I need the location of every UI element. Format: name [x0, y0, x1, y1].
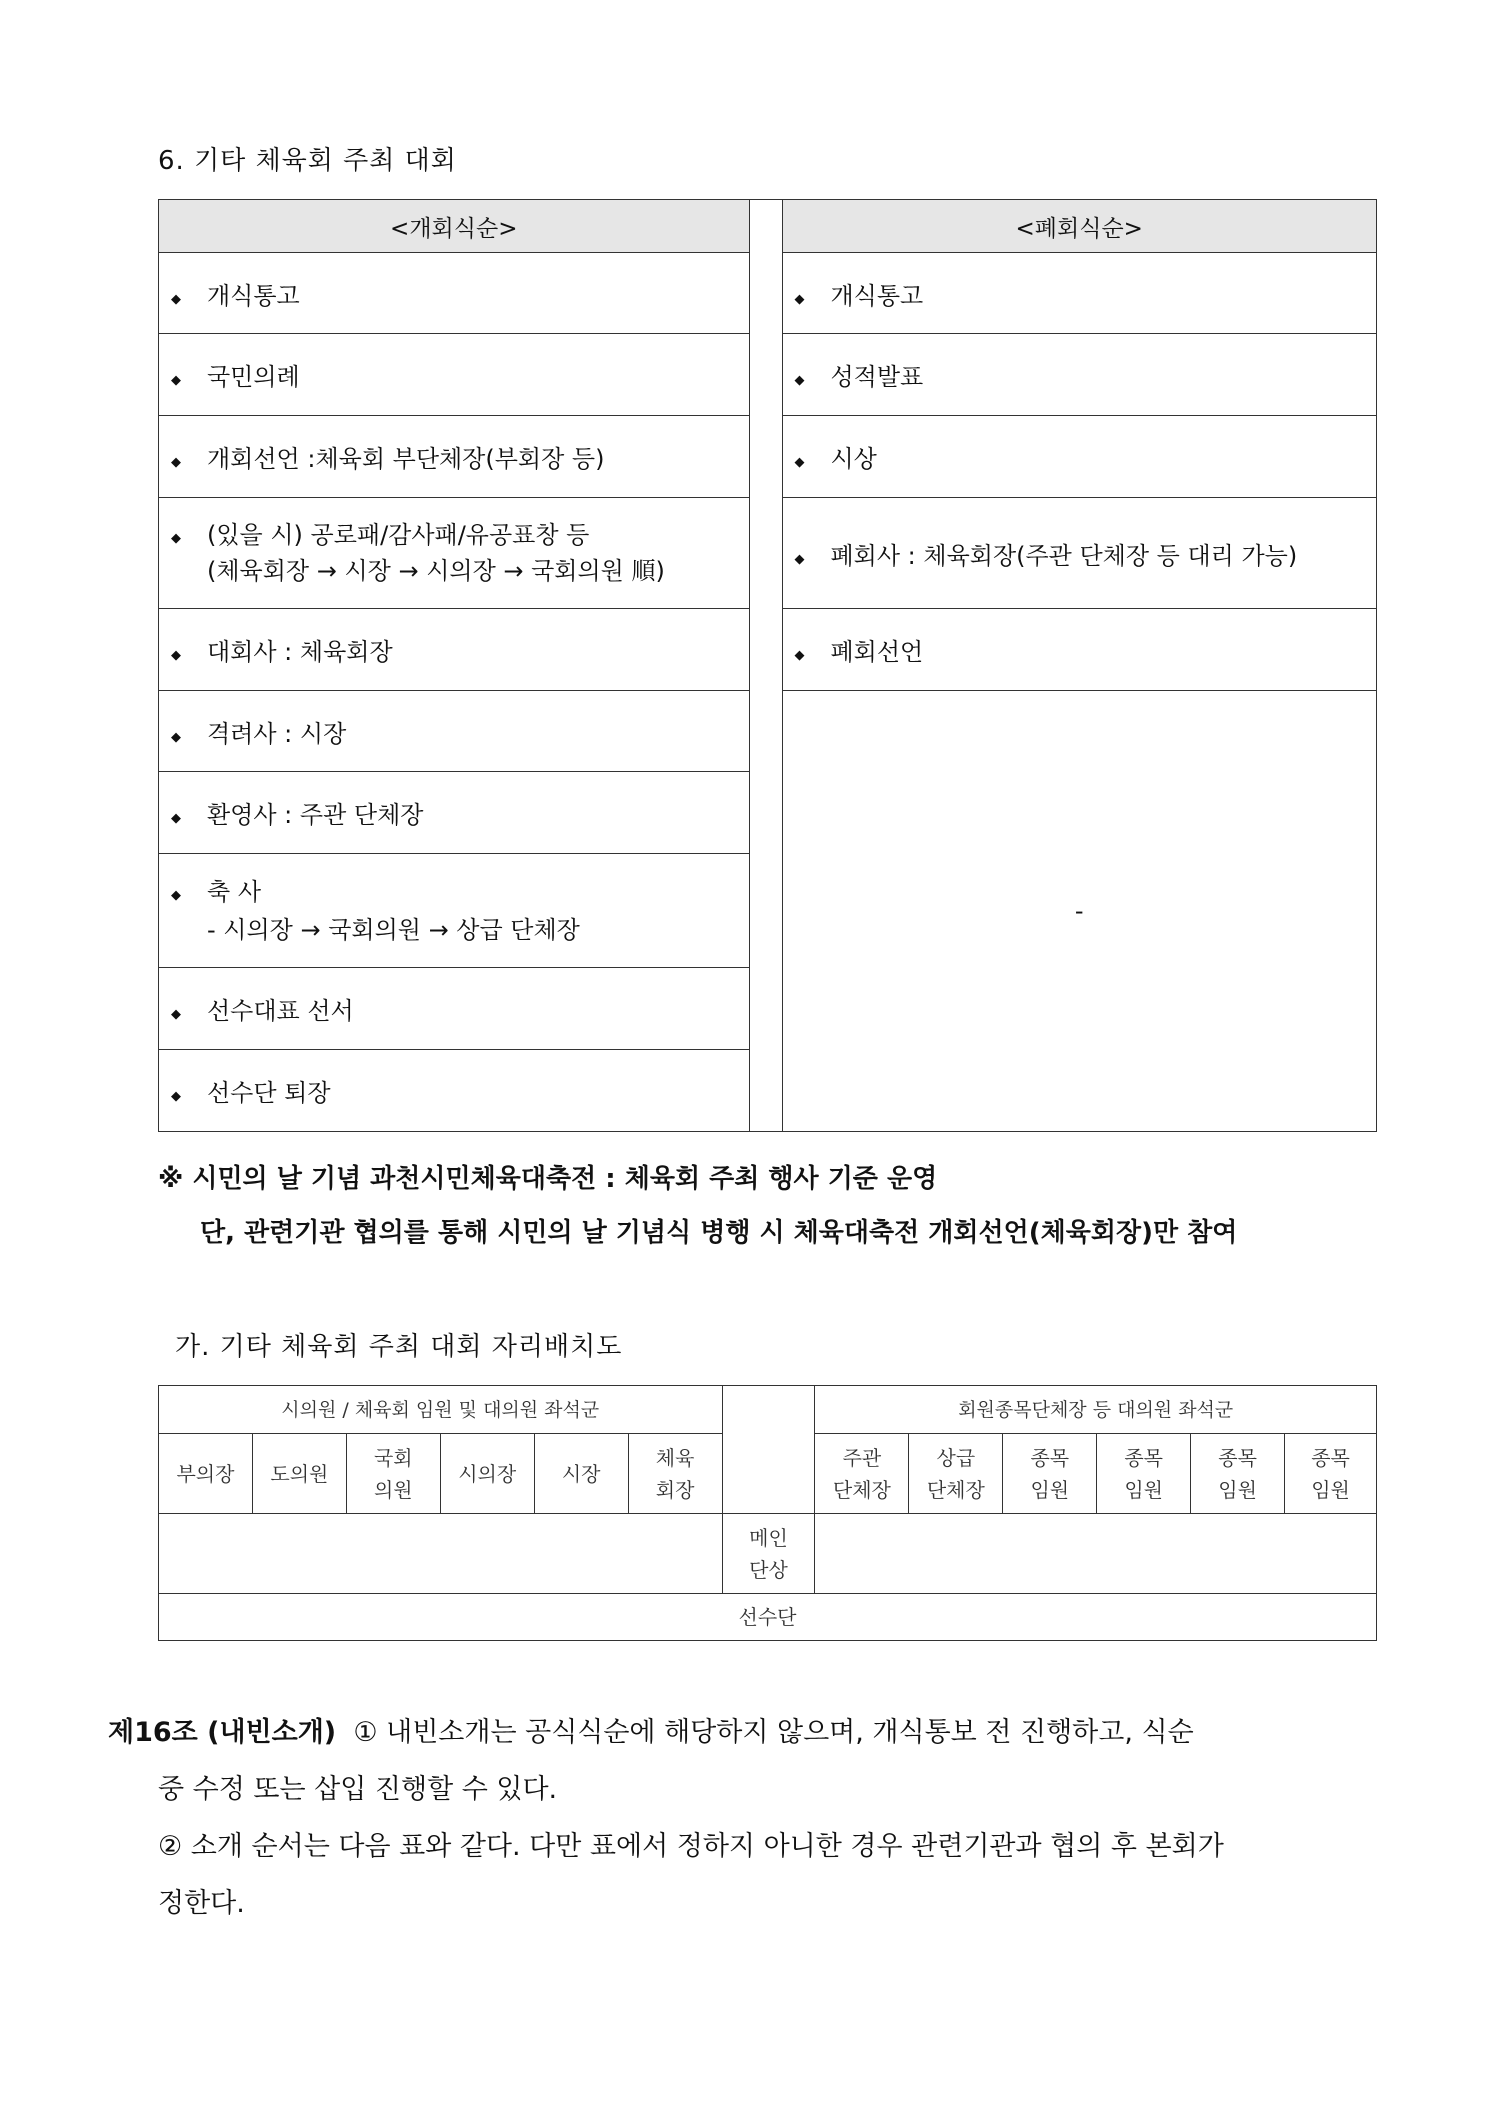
diamond-bullet-icon: ◆ — [171, 455, 181, 470]
seat-cell: 체육 회장 — [628, 1434, 722, 1514]
seat-cell: 국회 의원 — [346, 1434, 440, 1514]
diamond-bullet-icon: ◆ — [171, 373, 181, 388]
seat-cell: 시의장 — [440, 1434, 534, 1514]
section-heading: 6. 기타 체육회 주최 대회 — [158, 146, 457, 176]
diamond-bullet-icon: ◆ — [171, 887, 181, 903]
note-line-1: ※ 시민의 날 기념 과천시민체육대축전 : 체육회 주최 행사 기준 운영 — [158, 1164, 938, 1194]
seating-chart-table — [158, 1385, 1377, 1641]
opening-item: ◆ 개식통고 — [159, 253, 750, 334]
opening-order-header: <개회식순> — [159, 200, 750, 253]
left-empty-area — [159, 1514, 723, 1594]
opening-item: ◆ 선수대표 선서 — [159, 968, 750, 1050]
ceremony-order-table — [158, 199, 1377, 1132]
seat-cell: 종목 임원 — [1097, 1434, 1191, 1514]
seat-cell: 시장 — [534, 1434, 628, 1514]
closing-item: ◆ 성적발표 — [782, 334, 1377, 416]
diamond-bullet-icon: ◆ — [794, 373, 805, 388]
article-16-line-2: 중 수정 또는 삽입 진행할 수 있다. — [158, 1774, 558, 1805]
diamond-bullet-icon: ◆ — [171, 531, 181, 546]
opening-item: ◆ 축 사 - 시의장 → 국회의원 → 상급 단체장 — [159, 854, 750, 968]
seating-heading: 가. 기타 체육회 주최 대회 자리배치도 — [175, 1332, 623, 1362]
closing-item: ◆ 시상 — [782, 416, 1377, 498]
main-stage: 메인 단상 — [722, 1514, 815, 1594]
seat-cell: 종목 임원 — [1003, 1434, 1097, 1514]
right-seat-group-label: 회원종목단체장 등 대의원 좌석군 — [815, 1386, 1377, 1434]
diamond-bullet-icon: ◆ — [171, 811, 181, 826]
article-16-line-1: 제16조 (내빈소개) ① 내빈소개는 공식식순에 해당하지 않으며, 개식통보 전 진행하고, 식순 — [108, 1717, 1194, 1748]
diamond-bullet-icon: ◆ — [794, 455, 805, 470]
note-line-2: 단, 관련기관 협의를 통해 시민의 날 기념식 병행 시 체육대축전 개회선언(체육회장)만 참여 — [200, 1218, 1238, 1248]
closing-empty-cell: - — [782, 691, 1377, 1132]
opening-item: ◆ (있을 시) 공로패/감사패/유공표창 등 (체육회장 → 시장 → 시의장 → 국회의원 順) — [159, 498, 750, 609]
diamond-bullet-icon: ◆ — [171, 729, 181, 745]
seat-cell: 부의장 — [159, 1434, 253, 1514]
diamond-bullet-icon: ◆ — [171, 648, 181, 663]
opening-item: ◆ 대회사 : 체육회장 — [159, 609, 750, 691]
opening-item: ◆ 환영사 : 주관 단체장 — [159, 772, 750, 854]
seat-cell: 종목 임원 — [1191, 1434, 1285, 1514]
diamond-bullet-icon: ◆ — [794, 291, 805, 307]
seat-cell: 주관 단체장 — [815, 1434, 909, 1514]
opening-item: ◆ 격려사 : 시장 — [159, 691, 750, 772]
closing-order-header: <폐회식순> — [782, 200, 1377, 253]
right-empty-area — [815, 1514, 1377, 1594]
closing-item: ◆ 폐회선언 — [782, 609, 1377, 691]
opening-item: ◆ 개회선언 :체육회 부단체장(부회장 등) — [159, 416, 750, 498]
article-16-line-3: ② 소개 순서는 다음 표와 같다. 다만 표에서 정하지 아니한 경우 관련기관과 협의 후 본회가 — [158, 1831, 1224, 1862]
diamond-bullet-icon: ◆ — [171, 1089, 181, 1104]
diamond-bullet-icon: ◆ — [171, 291, 181, 307]
article-title: 제16조 (내빈소개) — [108, 1717, 337, 1748]
seat-cell: 종목 임원 — [1285, 1434, 1377, 1514]
closing-item: ◆ 개식통고 — [782, 253, 1377, 334]
closing-item: ◆ 폐회사 : 체육회장(주관 단체장 등 대리 가능) — [782, 498, 1377, 609]
diamond-bullet-icon: ◆ — [794, 648, 805, 663]
diamond-bullet-icon: ◆ — [794, 551, 805, 567]
opening-item: ◆ 국민의례 — [159, 334, 750, 416]
article-16-line-4: 정한다. — [158, 1888, 245, 1919]
table-gap — [749, 200, 782, 1132]
stage-spacer — [722, 1386, 815, 1514]
opening-item: ◆ 선수단 퇴장 — [159, 1050, 750, 1132]
athletes-area: 선수단 — [159, 1594, 1377, 1641]
seat-cell: 도의원 — [252, 1434, 346, 1514]
diamond-bullet-icon: ◆ — [171, 1007, 181, 1022]
seat-cell: 상급 단체장 — [909, 1434, 1003, 1514]
left-seat-group-label: 시의원 / 체육회 임원 및 대의원 좌석군 — [159, 1386, 723, 1434]
